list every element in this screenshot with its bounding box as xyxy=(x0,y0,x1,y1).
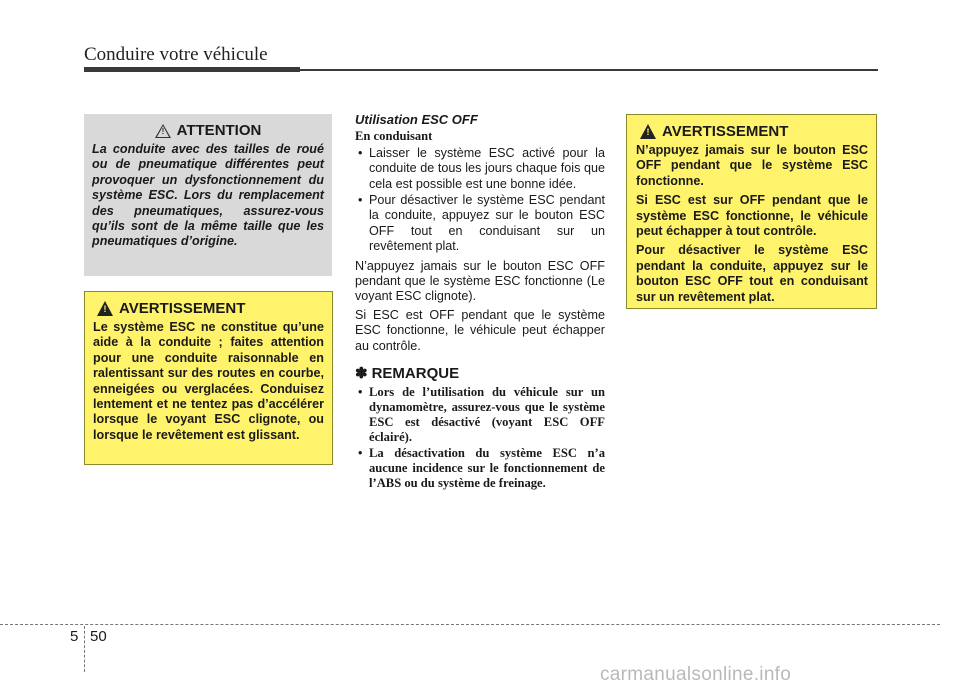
middle-column xyxy=(355,112,605,495)
paragraph: Si ESC est OFF pendant que le système ESC fonctionne, le véhicule peut échapper au contrôle. xyxy=(355,307,605,353)
warning-right-paragraph: N’appuyez jamais sur le bouton ESC OFF pendant que le système ESC fonctionne. xyxy=(636,143,868,188)
asterisk-icon: ✽ xyxy=(355,365,368,383)
page-header-title: Conduire votre véhicule xyxy=(84,44,268,65)
warning-right-heading: AVERTISSEMENT xyxy=(662,123,789,140)
attention-text: La conduite avec des tailles de roué ou de pneumatique différentes peut provoquer un dysfonctionnement du système ESC. Lors du remplacement des pneumatiques, assurez-vous qu’ils sont de la même taille que les pneumatiques d’origine. xyxy=(92,142,324,249)
header-rule-thick xyxy=(84,67,300,72)
remarque-bullet-list xyxy=(355,385,605,491)
warning-box-right xyxy=(626,114,877,309)
warning-box-left xyxy=(84,291,333,465)
driving-subheading: En conduisant xyxy=(355,129,433,144)
footer-vertical-dashed-rule xyxy=(84,626,85,672)
paragraph: N’appuyez jamais sur le bouton ESC OFF pendant que le système ESC fonctionne (Le voyant ESC clignote). xyxy=(355,258,605,304)
header-rule-thin xyxy=(300,69,878,71)
warning-left-heading: AVERTISSEMENT xyxy=(119,300,246,317)
list-item: • Lors de l’utilisation du véhicule sur un dynamomètre, assurez-vous que le système ESC est désactivé (voyant ESC OFF éclairé). xyxy=(355,385,605,445)
list-item: • Pour désactiver le système ESC pendant la conduite, appuyez sur le bouton ESC OFF tout en conduisant sur un revêtement plat. xyxy=(355,193,605,255)
attention-box xyxy=(84,114,332,276)
section-number: 5 xyxy=(70,628,79,645)
driving-bullet-list xyxy=(355,146,605,255)
warning-right-paragraph: Si ESC est sur OFF pendant que le système ESC fonctionne, le véhicule peut échapper à tout contrôle. xyxy=(636,193,868,239)
footer-dashed-rule xyxy=(0,624,940,625)
warning-triangle-filled-icon: ! xyxy=(640,124,656,139)
warning-triangle-outline-icon: ! xyxy=(155,124,171,138)
remarque-heading-row xyxy=(355,366,605,381)
list-item: • Laisser le système ESC activé pour la conduite de tous les jours chaque fois que cela est possible est une bonne idée. xyxy=(355,146,605,192)
warning-triangle-filled-icon: ! xyxy=(97,301,113,316)
page-number: 50 xyxy=(90,628,107,645)
attention-heading-row xyxy=(92,122,324,139)
warning-left-heading-row xyxy=(93,300,324,317)
attention-heading: ATTENTION xyxy=(176,122,262,139)
watermark-text: carmanualsonline.info xyxy=(600,664,792,685)
warning-right-paragraph: Pour désactiver le système ESC pendant la conduite, appuyez sur le bouton ESC OFF tout en conduisant sur un revêtement plat. xyxy=(636,243,868,304)
remarque-heading: REMARQUE xyxy=(371,365,460,383)
warning-left-text: Le système ESC ne constitue qu’une aide à la conduite ; faites attention pour une conduite raisonnable en ralentissant sur des routes en courbe, enneigées ou verglacées. Conduisez lentement et ne tentez pas d’accélérer lorsque le voyant ESC clignote, ou lorsque le revêtement est glissant. xyxy=(93,320,324,442)
warning-right-heading-row xyxy=(636,123,868,140)
esc-off-subtitle: Utilisation ESC OFF xyxy=(355,112,478,127)
list-item: • La désactivation du système ESC n’a aucune incidence sur le fonctionnement de l’ABS ou du système de freinage. xyxy=(355,446,605,491)
